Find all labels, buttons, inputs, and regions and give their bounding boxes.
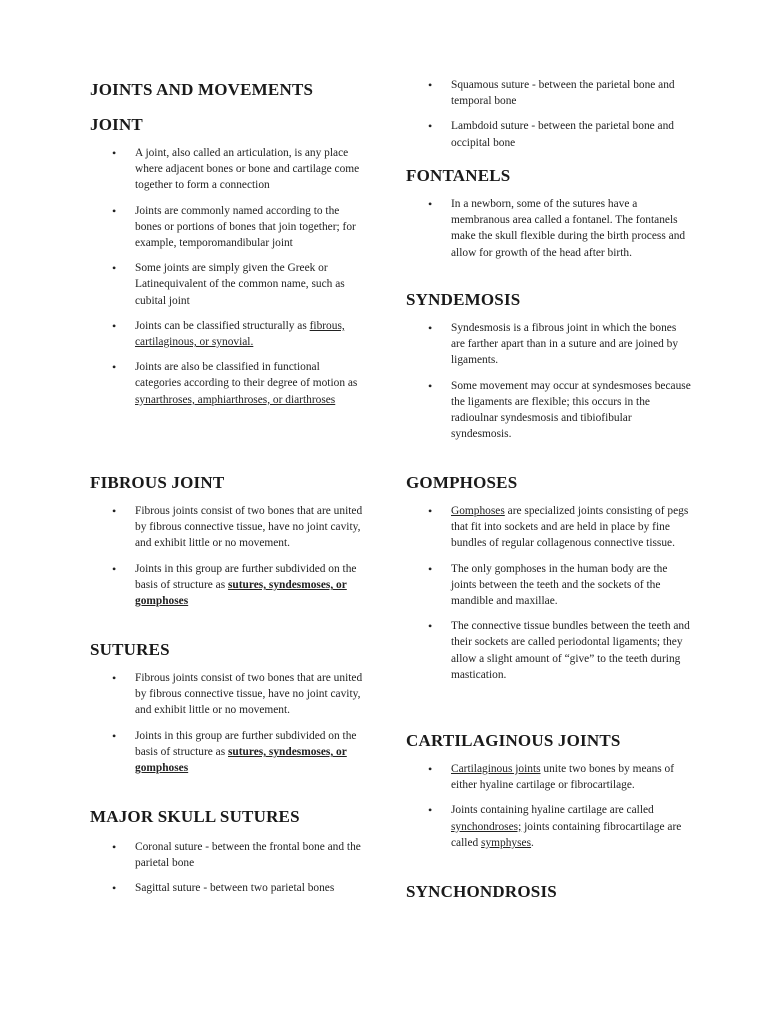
underlined-term: Gomphoses — [451, 505, 505, 517]
section-major-skull-sutures — [90, 807, 365, 906]
list-item — [90, 728, 365, 777]
item-text: joints containing fibrocartilage are called — [451, 820, 682, 849]
section-heading-gomphoses: GOMPHOSES — [406, 473, 518, 492]
section-heading-major-skull-sutures: MAJOR SKULL SUTURES — [90, 807, 300, 826]
item-text: are specialized joints consisting of pegs that fit into sockets and are held in place by fine bundles of regular collagenous connective tissue. — [451, 505, 689, 550]
item-text: unite two bones by means of either hyaline cartilage or fibrocartilage. — [451, 763, 675, 792]
section-synchondrosis — [406, 882, 691, 902]
section-heading-fontanels: FONTANELS — [406, 166, 511, 185]
item-text: Joints are also be classified in functional categories according to their degree of motion as — [135, 361, 358, 390]
document-title: JOINTS AND MOVEMENTS — [90, 80, 314, 99]
list-item: • The only gomphoses in the human body are the joints between the teeth and the sockets of the mandible and maxillae. — [406, 561, 691, 610]
section-heading-joint: JOINT — [90, 115, 143, 134]
item-text: Joints can be classified structurally as — [135, 319, 310, 332]
underlined-term: fibrous, cartilaginous, or synovial. — [135, 319, 345, 349]
list-item — [406, 802, 691, 851]
list-item: • Joints are commonly named according to the bones or portions of bones that join together; for example, temporomandibular joint — [90, 203, 365, 252]
fontanels-list — [406, 196, 691, 261]
section-heading-syndemosis: SYNDEMOSIS — [406, 290, 521, 309]
list-item — [406, 503, 691, 552]
fibrous-list — [90, 503, 365, 609]
section-joint — [90, 115, 365, 417]
list-item: • Squamous suture - between the parietal bone and temporal bone — [406, 77, 691, 109]
cartilaginous-list — [406, 761, 691, 851]
section-heading-synchondrosis: SYNCHONDROSIS — [406, 882, 557, 901]
section-fontanels — [406, 166, 691, 270]
list-item: • Lambdoid suture - between the parietal bone and occipital bone — [406, 118, 691, 150]
underlined-term: symphyses — [481, 836, 532, 849]
list-item: • The connective tissue bundles between the teeth and their sockets are called periodontal ligaments; they allow a slight amount of “give” to the teeth during mastication. — [406, 618, 691, 683]
syndemosis-list — [406, 320, 691, 442]
underlined-term: Cartilaginous joints — [451, 763, 541, 775]
section-syndemosis — [406, 290, 691, 451]
document-title-block — [90, 80, 365, 100]
sutures-list — [90, 670, 365, 776]
section-skull-continued — [406, 77, 691, 160]
joint-list — [90, 145, 365, 408]
section-heading-cartilaginous-joints: CARTILAGINOUS JOINTS — [406, 731, 621, 750]
list-item — [90, 359, 365, 408]
underlined-term: sutures, syndesmoses, or gomphoses — [135, 745, 347, 775]
section-sutures — [90, 640, 365, 785]
section-heading-sutures: SUTURES — [90, 640, 170, 659]
list-item: • In a newborn, some of the sutures have a membranous area called a fontanel. The fontanels make the skull flexible during the birth process and allow for growth of the head after birth. — [406, 196, 691, 261]
list-item — [406, 761, 691, 793]
section-gomphoses — [406, 473, 691, 692]
underlined-term: synchondroses; — [451, 820, 522, 833]
list-item: • Some movement may occur at syndesmoses because the ligaments are flexible; this occurs in the radioulnar syndesmosis and tibiofibular syndesmosis. — [406, 378, 691, 443]
skull-continued-list — [406, 77, 691, 151]
list-item: • Some joints are simply given the Greek or Latinequivalent of the common name, such as cubital joint — [90, 260, 365, 309]
underlined-term: synarthroses, amphiarthroses, or diarthroses — [135, 393, 336, 406]
list-item: • Syndesmosis is a fibrous joint in which the bones are farther apart than in a suture and are joined by ligaments. — [406, 320, 691, 369]
list-item: • Coronal suture - between the frontal bone and the parietal bone — [90, 839, 365, 871]
section-fibrous-joint — [90, 473, 365, 618]
list-item — [90, 561, 365, 610]
section-cartilaginous-joints — [406, 731, 691, 860]
list-item — [90, 318, 365, 350]
item-text: . — [531, 836, 534, 849]
list-item: • Fibrous joints consist of two bones that are united by fibrous connective tissue, have no joint cavity, and exhibit little or no movement. — [90, 503, 365, 552]
section-heading-fibrous-joint: FIBROUS JOINT — [90, 473, 225, 492]
item-text: Joints in this group are further subdivided on the basis of structure as — [135, 729, 357, 758]
item-text: Joints in this group are further subdivided on the basis of structure as — [135, 562, 357, 591]
skull-list — [90, 839, 365, 897]
underlined-term: sutures, syndesmoses, or gomphoses — [135, 578, 347, 608]
list-item: • Fibrous joints consist of two bones that are united by fibrous connective tissue, have no joint cavity, and exhibit little or no movement. — [90, 670, 365, 719]
list-item: • Sagittal suture - between two parietal bones — [90, 880, 365, 896]
item-text: Joints containing hyaline cartilage are called — [451, 804, 654, 817]
list-item: • A joint, also called an articulation, is any place where adjacent bones or bone and cartilage come together to form a connection — [90, 145, 365, 194]
gomphoses-list — [406, 503, 691, 683]
